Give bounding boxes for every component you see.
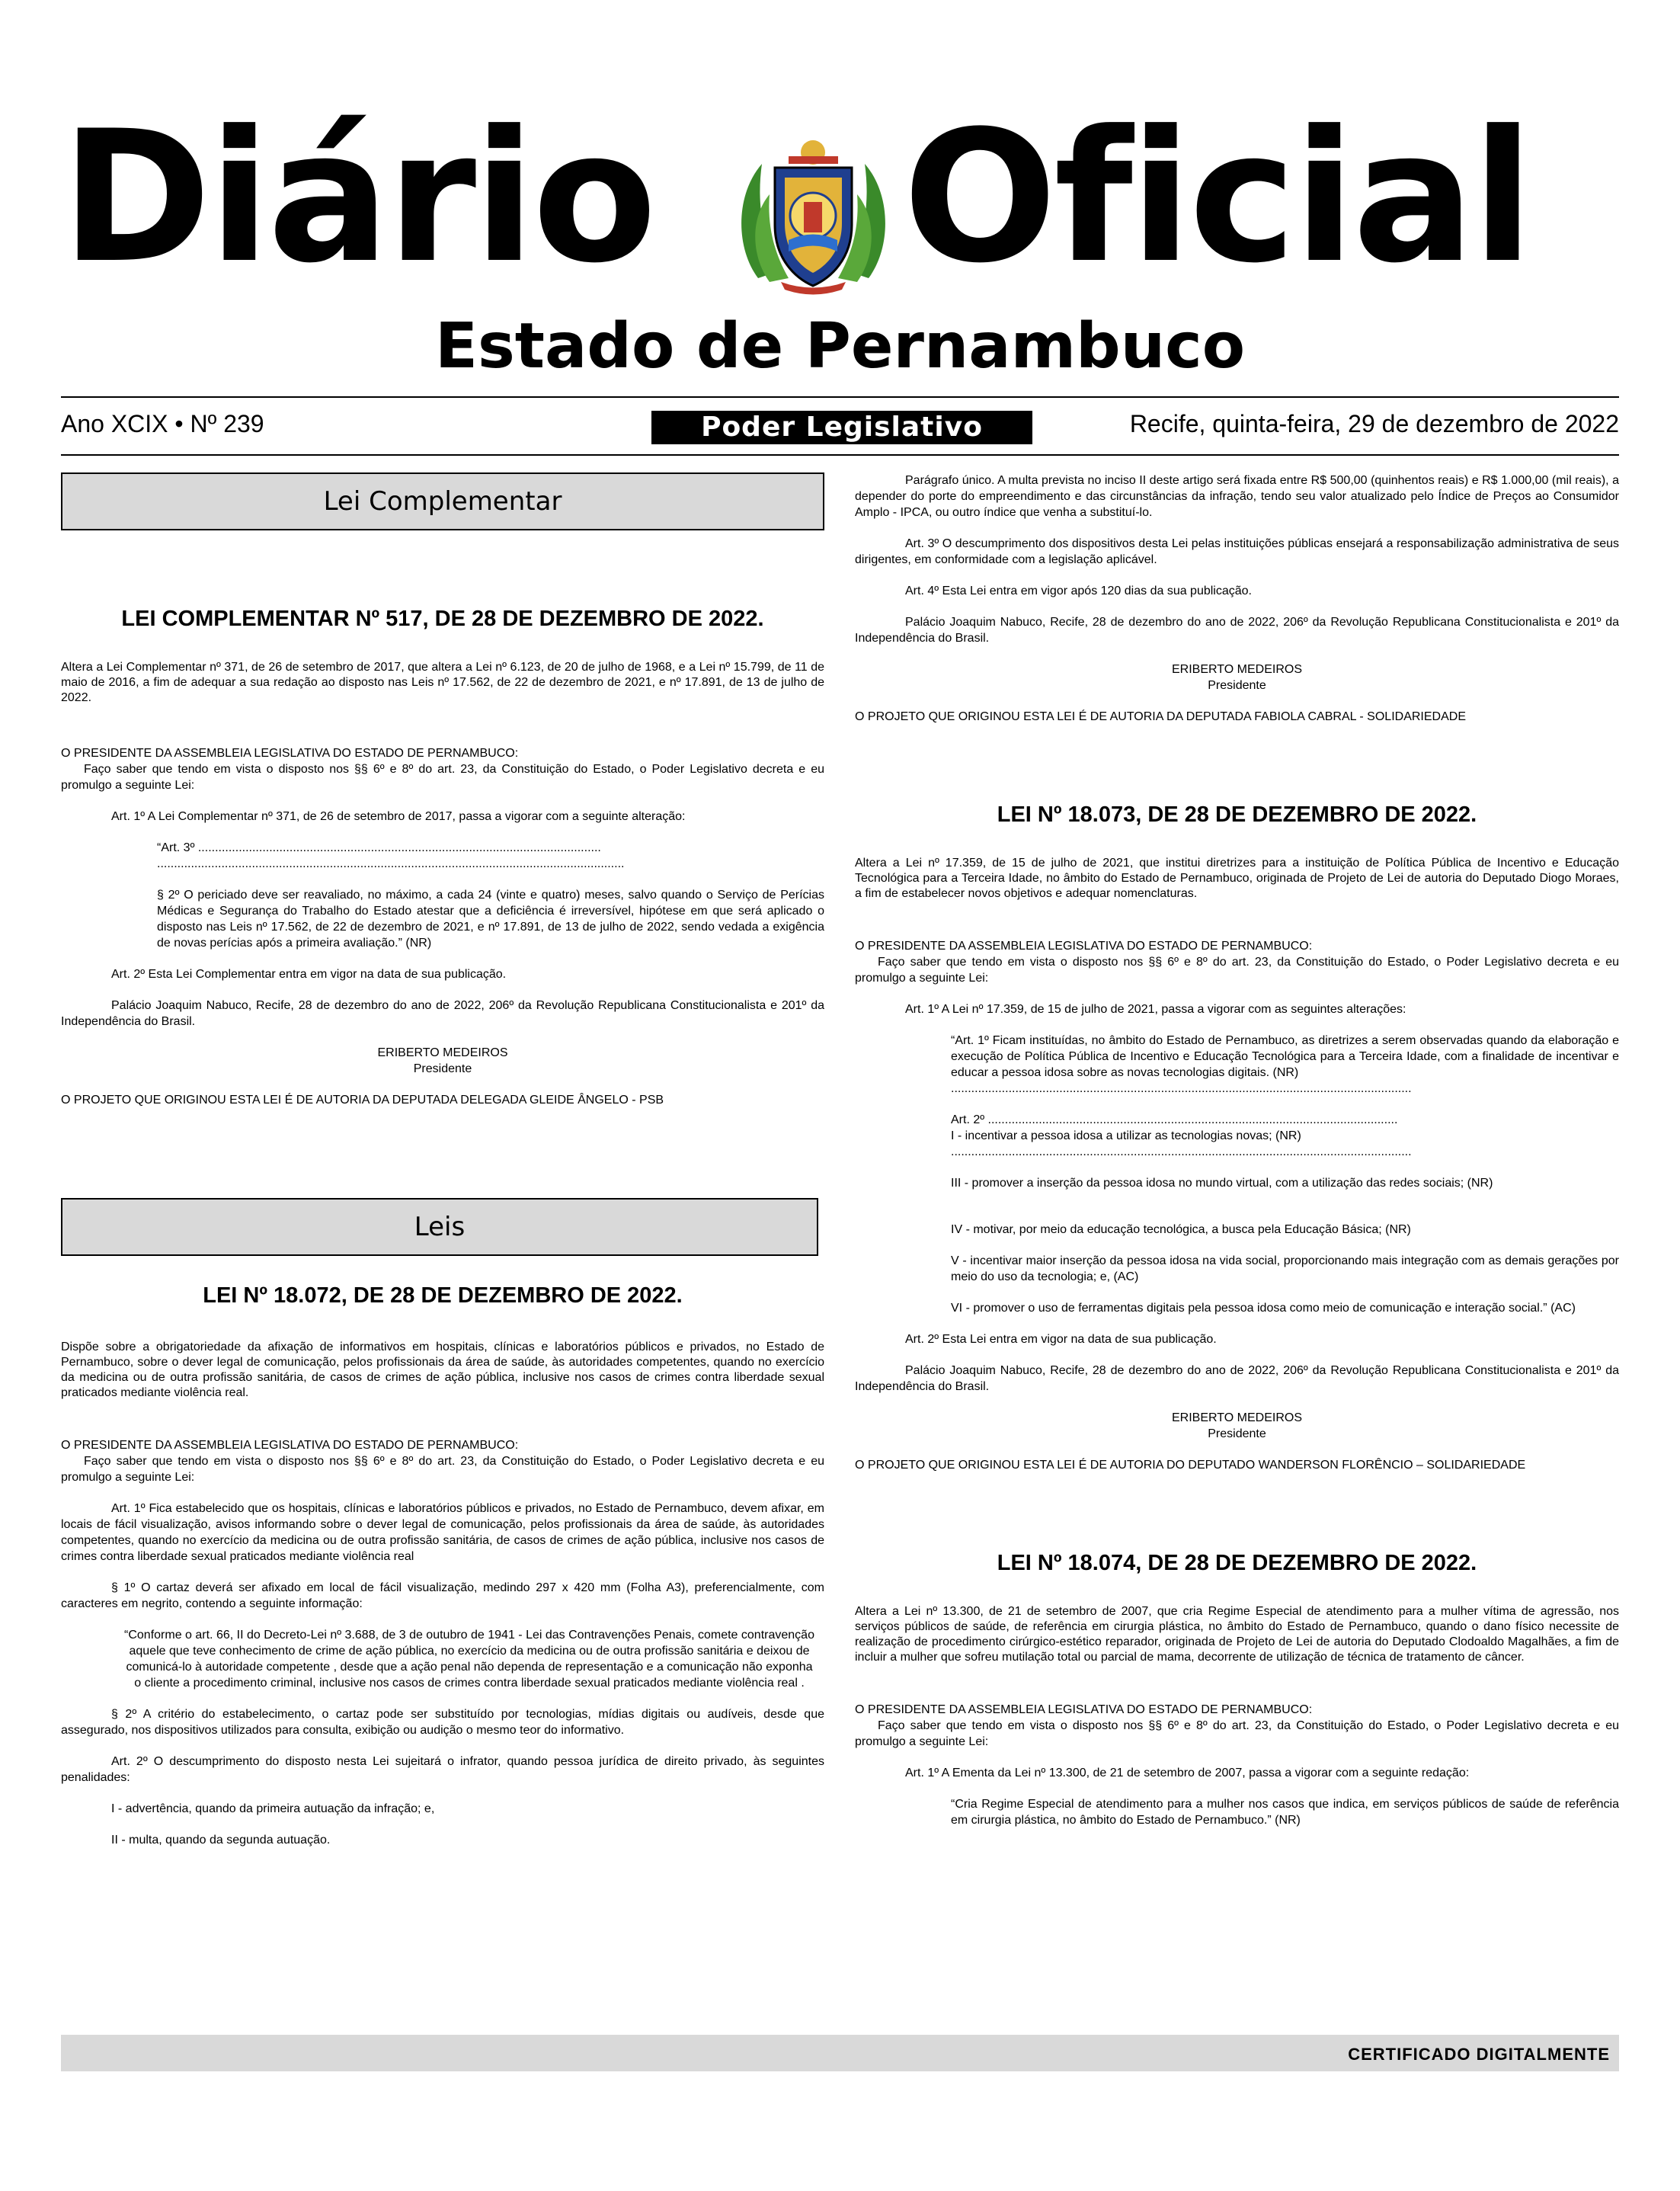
l18072-paragrafo-2: § 2º A critério do estabelecimento, o cartaz pode ser substituído por tecnologias, mídias digitais ou audíveis, desde que assegurado, nos dispositivos utilizados para consulta, exibição ou audição o mesmo teor do informativo. <box>61 1708 824 1737</box>
header-rule-bottom <box>61 454 1619 456</box>
l18072-art3: Art. 3º O descumprimento dos dispositivos desta Lei pelas instituições públicas ensejará a responsabilização administrativa de seus dirigentes, em conformidade com a legislação aplicável. <box>855 537 1619 566</box>
l18072-presidente: O PRESIDENTE DA ASSEMBLEIA LEGISLATIVA DO ESTADO DE PERNAMBUCO: <box>61 1439 519 1452</box>
left-column <box>61 472 824 1848</box>
header-rule-top <box>61 396 1619 398</box>
lc517-faco-saber: Faço saber que tendo em vista o disposto nos §§ 6º e 8º do art. 23, da Constituição do Estado, o Poder Legislativo decreta e eu promulgo a seguinte Lei: <box>61 763 824 792</box>
l18074-ementa: Altera a Lei nº 13.300, de 21 de setembro de 2007, que cria Regime Especial de atendimento para a mulher vítima de agressão, nos serviços públicos de saúde, de referência em cirurgia plástica, no âmbito do Estado de Pernambuco, quando o dano físico necessite de realização de procedimento cirúrgico-estético reparador, originada de Projeto de Lei de autoria do Deputado Clodoaldo Magalhães, a fim de incluir a mulher que sofreu mutilação total ou parcial de mama, decorrente de utilização de técnica de tratamento de câncer. <box>855 1605 1619 1664</box>
lc517-paragrafo-2: § 2º O periciado deve ser reavaliado, no máximo, a cada 24 (vinte e quatro) meses, salvo quando o Serviço de Perícias Médicas e Segurança do Trabalho do Estado atestar que a deficiência é irreversível, hipótese em que será aplicado o disposto nas Leis nº 17.562, de 22 de dezembro de 2021, e nº 17.891, de 13 de julho de 2022, sendo vedada a exigência de novas perícias após a primeira avaliação.” (NR) <box>157 889 824 950</box>
l18072-paragrafo-unico: Parágrafo único. A multa prevista no inciso II deste artigo será fixada entre R$ 500,00 (quinhentos reais) e R$ 1.000,00 (mil reais), a depender do porte do empreendimento e das circunstâncias da infração, tendo seu valor atualizado pelo Índice de Preços ao Consumidor Amplo - IPCA, ou outro índice que venha a substituí-lo. <box>855 474 1619 519</box>
l18072-ementa: Dispõe sobre a obrigatoriedade da afixação de informativos em hospitais, clínicas e laboratórios públicos e privados, no Estado de Pernambuco, sobre o dever legal de comunicação, pelos profissionais da área de saúde, às autoridades competentes, quando no exercício da medicina ou de outra profissão sanitária, de casos de crimes de ação pública, inclusive nos casos de crimes contra liberdade sexual praticados mediante violência real. <box>61 1341 824 1399</box>
lei-18073-title: LEI Nº 18.073, DE 28 DE DEZEMBRO DE 2022. <box>997 802 1477 827</box>
digital-certification-label: CERTIFICADO DIGITALMENTE <box>1348 2045 1610 2064</box>
l18072-cartaz-quote: “Conforme o art. 66, II do Decreto-Lei nº 3.688, de 3 de outubro de 1941 - Lei das Contravenções Penais, comete contravenção aquele que teve conhecimento de crime de ação pública, no exercício da medicina ou de outra profissão sanitária e deixou de comunicá-lo à autoridade competente , desde que a ação penal não dependa de representação e a comunicação não exponha o cliente a procedimento criminal, inclusive nos casos de crimes contra liberdade sexual praticados mediante violência real . <box>124 1629 814 1690</box>
l18072-paragrafo-1: § 1º O cartaz deverá ser afixado em local de fácil visualização, medindo 297 x 420 mm (Folha A3), preferencialmente, com caracteres em negrito, contendo a seguinte informação: <box>61 1581 824 1610</box>
l18073-quote-art2: Art. 2º ......................................................................................................................... <box>951 1113 1398 1126</box>
lei-complementar-517-title: LEI COMPLEMENTAR Nº 517, DE 28 DE DEZEMBRO DE 2022. <box>121 607 764 631</box>
section-heading-lei-complementar: Lei Complementar <box>61 472 824 530</box>
l18073-inciso-v: V - incentivar maior inserção da pessoa idosa na vida social, proporcionando mais integração com as demais gerações por meio do uso da tecnologia; e, (AC) <box>951 1254 1619 1283</box>
l18073-inciso-i: I - incentivar a pessoa idosa a utilizar as tecnologias novas; (NR) <box>951 1129 1301 1142</box>
lei-18072-title: LEI Nº 18.072, DE 28 DE DEZEMBRO DE 2022. <box>203 1283 683 1308</box>
l18074-ementa-quote: “Cria Regime Especial de atendimento para a mulher nos casos que indica, em serviços públicos de saúde de referência em cirurgia plástica, no âmbito do Estado de Pernambuco.” (NR) <box>951 1798 1619 1827</box>
l18073-signature-role: Presidente <box>1208 1427 1266 1440</box>
l18072-faco-saber: Faço saber que tendo em vista o disposto nos §§ 6º e 8º do art. 23, da Constituição do Estado, o Poder Legislativo decreta e eu promulgo a seguinte Lei: <box>61 1455 824 1484</box>
l18072-art1: Art. 1º Fica estabelecido que os hospitais, clínicas e laboratórios públicos e privados, no Estado de Pernambuco, devem afixar, em locais de fácil visualização, avisos informando sobre o dever legal de comunicação, pelos profissionais da área de saúde, às autoridades competentes, quando no exercício da medicina ou de outra profissão sanitária, de casos de crimes de ação pública, inclusive nos casos de crimes contra liberdade sexual praticados mediante violência real <box>61 1502 824 1563</box>
l18073-art1: Art. 1º A Lei nº 17.359, de 15 de julho de 2021, passa a vigorar com as seguintes alterações: <box>905 1003 1406 1016</box>
l18073-dots-1: ........................................................................................................................................ <box>951 1082 1412 1095</box>
info-bar <box>61 402 1619 450</box>
l18073-inciso-vi: VI - promover o uso de ferramentas digitais pela pessoa idosa como meio de comunicação e interação social.” (AC) <box>951 1302 1576 1315</box>
l18073-art2: Art. 2º Esta Lei entra em vigor na data de sua publicação. <box>905 1333 1217 1346</box>
l18074-presidente: O PRESIDENTE DA ASSEMBLEIA LEGISLATIVA DO ESTADO DE PERNAMBUCO: <box>855 1703 1313 1716</box>
masthead-title-right: Oficial <box>903 92 1531 303</box>
lc517-art3-quote: “Art. 3º ....................................................................................................................... <box>157 841 601 854</box>
lc517-palacio: Palácio Joaquim Nabuco, Recife, 28 de dezembro do ano de 2022, 206º da Revolução Republicana Constitucionalista e 201º da Independência do Brasil. <box>61 999 824 1028</box>
lc517-ementa: Altera a Lei Complementar nº 371, de 26 de setembro de 2017, que altera a Lei nº 6.123, de 20 de julho de 1968, e a Lei nº 15.799, de 11 de maio de 2016, a fim de adequar a sua redação ao disposto nas Leis nº 17.562, de 22 de dezembro de 2021, e nº 17.891, de 13 de julho de 2022. <box>61 661 824 704</box>
l18073-faco-saber: Faço saber que tendo em vista o disposto nos §§ 6º e 8º do art. 23, da Constituição do Estado, o Poder Legislativo decreta e eu promulgo a seguinte Lei: <box>855 956 1619 985</box>
footer-bar <box>61 2035 1619 2071</box>
lei-18074-title: LEI Nº 18.074, DE 28 DE DEZEMBRO DE 2022. <box>997 1551 1477 1575</box>
lc517-dots: .......................................................................................................................................... <box>157 857 625 870</box>
l18073-presidente: O PRESIDENTE DA ASSEMBLEIA LEGISLATIVA DO ESTADO DE PERNAMBUCO: <box>855 940 1313 953</box>
lc517-signature-role: Presidente <box>413 1062 472 1075</box>
publication-date: Recife, quinta-feira, 29 de dezembro de 2022 <box>1129 410 1619 437</box>
masthead <box>0 0 1680 383</box>
l18072-art4: Art. 4º Esta Lei entra em vigor após 120 dias da sua publicação. <box>905 585 1252 597</box>
l18073-inciso-iv: IV - motivar, por meio da educação tecnológica, a busca pela Educação Básica; (NR) <box>951 1223 1411 1236</box>
right-column <box>855 472 1619 1828</box>
masthead-title-left: Diário <box>61 92 654 303</box>
lc517-presidente: O PRESIDENTE DA ASSEMBLEIA LEGISLATIVA DO ESTADO DE PERNAMBUCO: <box>61 747 519 760</box>
l18072-inciso-ii: II - multa, quando da segunda autuação. <box>111 1834 331 1847</box>
l18074-faco-saber: Faço saber que tendo em vista o disposto nos §§ 6º e 8º do art. 23, da Constituição do Estado, o Poder Legislativo decreta e eu promulgo a seguinte Lei: <box>855 1719 1619 1748</box>
l18073-quote-art1: “Art. 1º Ficam instituídas, no âmbito do Estado de Pernambuco, as diretrizes a serem observadas quando da elaboração e execução de Política Pública de Incentivo e Educação Tecnológica para a Terceira Idade, com a finalidade de incentivar e educar a pessoa idosa sobre as novas tecnologias digitais. (NR) <box>951 1034 1619 1079</box>
l18074-art1: Art. 1º A Ementa da Lei nº 13.300, de 21 de setembro de 2007, passa a vigorar com a seguinte redação: <box>905 1767 1470 1779</box>
l18072-palacio: Palácio Joaquim Nabuco, Recife, 28 de dezembro do ano de 2022, 206º da Revolução Republicana Constitucionalista e 201º da Independência do Brasil. <box>855 616 1619 645</box>
l18073-ementa: Altera a Lei nº 17.359, de 15 de julho de 2021, que institui diretrizes para a instituição de Política Pública de Incentivo e Educação Tecnológica para a Terceira Idade, no âmbito do Estado de Pernambuco, originada de Projeto de Lei de autoria do Deputado Diogo Moraes, a fim de estabelecer novos objetivos e adequar nomenclaturas. <box>855 857 1619 900</box>
section-heading-leis: Leis <box>61 1198 818 1256</box>
l18072-signature-role: Presidente <box>1208 679 1266 692</box>
l18073-dots-2: ........................................................................................................................................ <box>951 1145 1412 1158</box>
l18073-autoria: O PROJETO QUE ORIGINOU ESTA LEI É DE AUTORIA DO DEPUTADO WANDERSON FLORÊNCIO – SOLIDARIEDADE <box>855 1459 1526 1472</box>
masthead-subtitle: Estado de Pernambuco <box>434 310 1246 383</box>
l18073-inciso-iii: III - promover a inserção da pessoa idosa no mundo virtual, com a utilização das redes sociais; (NR) <box>951 1177 1493 1190</box>
section-badge: Poder Legislativo <box>651 411 1032 444</box>
lc517-autoria: O PROJETO QUE ORIGINOU ESTA LEI É DE AUTORIA DA DEPUTADA DELEGADA GLEIDE ÂNGELO - PSB <box>61 1094 664 1107</box>
lc517-art2: Art. 2º Esta Lei Complementar entra em vigor na data de sua publicação. <box>111 968 507 981</box>
l18072-autoria: O PROJETO QUE ORIGINOU ESTA LEI É DE AUTORIA DA DEPUTADA FABIOLA CABRAL - SOLIDARIEDADE <box>855 710 1466 723</box>
lc517-art1: Art. 1º A Lei Complementar nº 371, de 26 de setembro de 2017, passa a vigorar com a seguinte alteração: <box>111 810 686 823</box>
l18072-signature-name: ERIBERTO MEDEIROS <box>1172 663 1302 676</box>
l18073-palacio: Palácio Joaquim Nabuco, Recife, 28 de dezembro do ano de 2022, 206º da Revolução Republicana Constitucionalista e 201º da Independência do Brasil. <box>855 1364 1619 1393</box>
coat-of-arms-emblem <box>728 126 899 297</box>
l18072-inciso-i: I - advertência, quando da primeira autuação da infração; e, <box>111 1802 435 1815</box>
lc517-signature-name: ERIBERTO MEDEIROS <box>377 1046 508 1059</box>
l18073-signature-name: ERIBERTO MEDEIROS <box>1172 1411 1302 1424</box>
l18072-art2: Art. 2º O descumprimento do disposto nesta Lei sujeitará o infrator, quando pessoa jurídica de direito privado, às seguintes penalidades: <box>61 1755 824 1784</box>
edition-number: Ano XCIX • Nº 239 <box>61 410 264 437</box>
